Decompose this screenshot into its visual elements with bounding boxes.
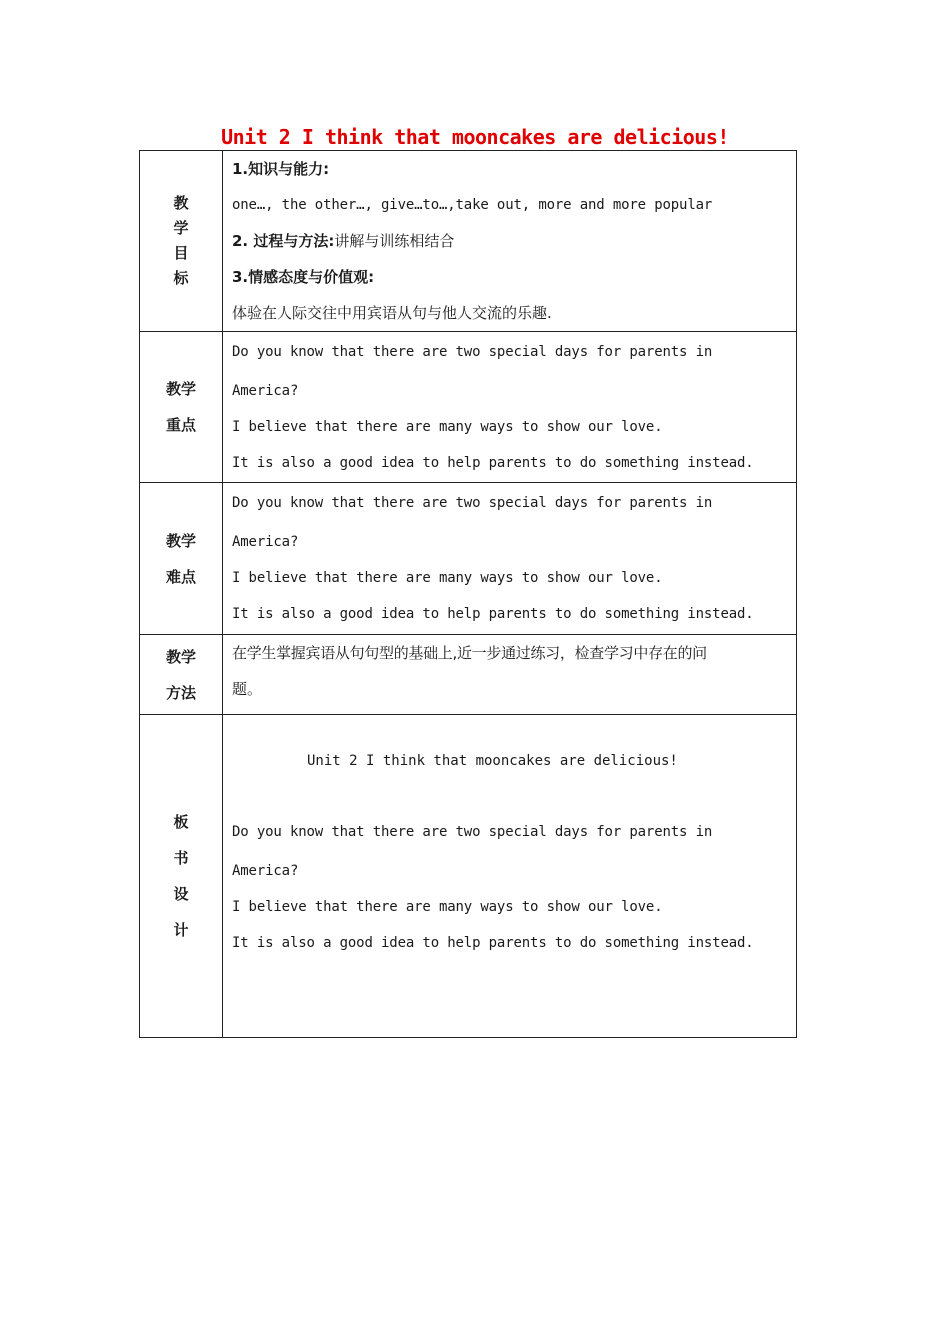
text-line: Do you know that there are two special days for parents in: [232, 344, 713, 360]
row-board: [140, 715, 797, 1038]
label-char: 设: [173, 885, 189, 903]
content-key-points: [223, 332, 797, 483]
text-line: Do you know that there are two special days for parents in: [232, 495, 713, 511]
content-methods: [223, 635, 797, 715]
label-text: 难点: [165, 567, 196, 586]
objective-1-heading: 1.知识与能力:: [232, 160, 330, 178]
row-methods: [140, 635, 797, 715]
text-line: I believe that there are many ways to show our love.: [232, 419, 663, 435]
page-title: Unit 2 I think that mooncakes are delicious!: [221, 125, 729, 149]
text-line: America?: [232, 863, 299, 879]
label-difficulties: [140, 483, 223, 635]
row-difficulties: [140, 483, 797, 635]
text-line: I believe that there are many ways to show our love.: [232, 570, 663, 586]
content-objectives: [223, 151, 797, 332]
objective-2-text: 讲解与训练相结合: [334, 232, 455, 250]
label-board: [140, 715, 223, 1038]
methods-text-line: 在学生掌握宾语从句句型的基础上,近一步通过练习，检查学习中存在的问: [232, 644, 707, 662]
row-objectives: [140, 151, 797, 332]
content-board: [223, 715, 797, 1038]
objective-2: [232, 223, 788, 259]
label-char: 书: [173, 849, 189, 867]
label-char: 板: [173, 813, 189, 831]
methods-text-line: 题。: [232, 680, 263, 698]
objective-2-heading: 2. 过程与方法:: [232, 232, 335, 250]
label-text: 教学: [165, 380, 196, 398]
text-line: I believe that there are many ways to show our love.: [232, 899, 663, 915]
text-line: Do you know that there are two special days for parents in: [232, 824, 713, 840]
objective-1-text: one…, the other…, give…to…,take out, more and more popular: [232, 197, 713, 213]
label-text: 教学: [165, 531, 196, 550]
label-char: 标: [173, 269, 189, 287]
label-key-points: [140, 332, 223, 483]
text-line: America?: [232, 534, 299, 550]
board-heading: Unit 2 I think that mooncakes are delicious!: [307, 753, 678, 769]
label-objectives: [140, 151, 223, 332]
objective-3-text: 体验在人际交往中用宾语从句与他人交流的乐趣.: [232, 304, 552, 322]
label-methods: [140, 635, 223, 715]
label-text: 重点: [165, 416, 196, 434]
label-char: 学: [173, 219, 189, 237]
label-char: 教: [173, 194, 189, 212]
content-difficulties: [223, 483, 797, 635]
row-key-points: [140, 332, 797, 483]
text-line: America?: [232, 383, 299, 399]
label-text: 教学: [165, 647, 196, 666]
text-line: It is also a good idea to help parents to do something instead.: [232, 935, 754, 951]
text-line: It is also a good idea to help parents to do something instead.: [232, 606, 754, 622]
label-char: 计: [173, 921, 189, 939]
text-line: It is also a good idea to help parents to do something instead.: [232, 455, 754, 471]
label-text: 方法: [165, 683, 196, 702]
lesson-plan-table: [139, 150, 797, 1038]
objective-3-heading: 3.情感态度与价值观:: [232, 268, 375, 286]
label-char: 目: [173, 244, 189, 262]
